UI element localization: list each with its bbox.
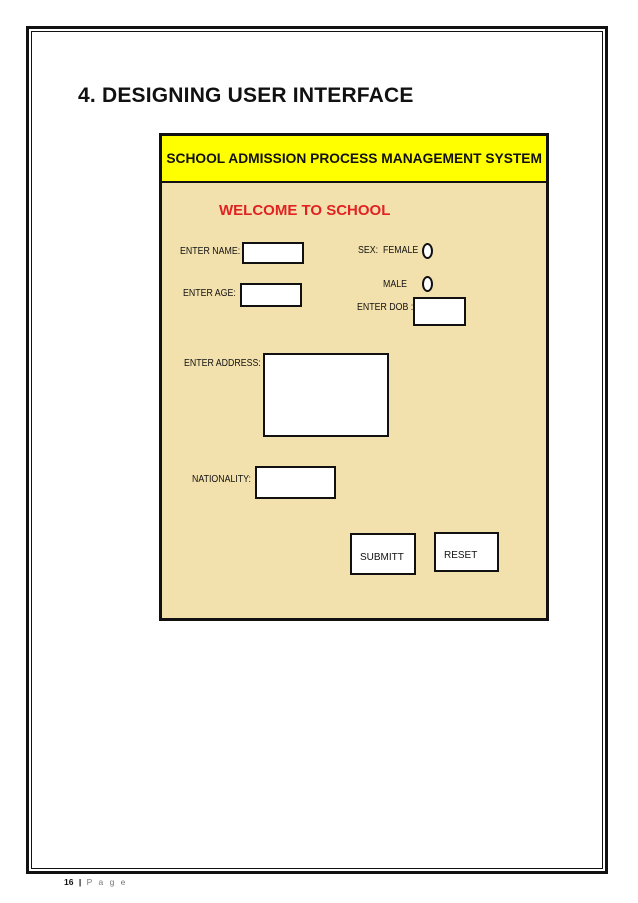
name-field[interactable] <box>242 242 304 264</box>
sex-label: SEX: <box>358 245 379 256</box>
address-field[interactable] <box>263 353 389 437</box>
submit-button[interactable]: SUBMITT <box>350 533 416 575</box>
app-title: SCHOOL ADMISSION PROCESS MANAGEMENT SYSTEM <box>166 151 542 166</box>
age-field[interactable] <box>240 283 302 307</box>
name-label: ENTER NAME: <box>180 246 241 257</box>
age-label: ENTER AGE: <box>183 288 236 299</box>
page-number: 16 <box>64 877 74 887</box>
section-heading: 4. DESIGNING USER INTERFACE <box>78 84 414 107</box>
male-label: MALE <box>383 279 407 290</box>
nationality-field[interactable] <box>255 466 336 499</box>
welcome-text: WELCOME TO SCHOOL <box>219 202 391 219</box>
female-radio[interactable] <box>422 243 433 259</box>
page-label: P a g e <box>86 877 128 887</box>
male-radio[interactable] <box>422 276 433 292</box>
nationality-label: NATIONALITY: <box>192 474 252 485</box>
dob-label: ENTER DOB : <box>357 302 414 313</box>
dob-field[interactable] <box>413 297 466 326</box>
reset-button[interactable]: RESET <box>434 532 499 572</box>
title-bar <box>162 136 546 183</box>
footer-separator: | <box>78 877 82 887</box>
address-label: ENTER ADDRESS: <box>184 358 261 369</box>
admission-form-window <box>159 133 549 621</box>
page-footer <box>64 877 127 887</box>
female-label: FEMALE <box>383 245 419 256</box>
